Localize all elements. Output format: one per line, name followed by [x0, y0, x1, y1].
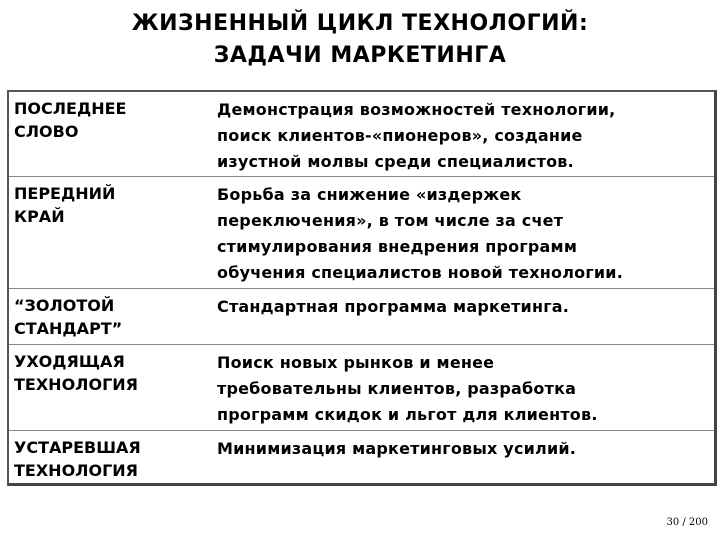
- stage-line: ТЕХНОЛОГИЯ: [14, 375, 138, 394]
- task-line: Демонстрация возможностей технологии,: [217, 100, 616, 119]
- stage-line: СТАНДАРТ”: [14, 319, 123, 338]
- task-line: Минимизация маркетинговых усилий.: [217, 439, 577, 458]
- stage-cell: [14, 294, 209, 340]
- task-line: изустной молвы среди специалистов.: [217, 152, 574, 171]
- lifecycle-table: [7, 90, 717, 486]
- task-cell: [217, 350, 710, 428]
- table-row: [9, 176, 714, 289]
- stage-line: ПОСЛЕДНЕЕ: [14, 99, 127, 118]
- table-row: [9, 92, 714, 176]
- table-row: [9, 430, 714, 484]
- task-line: требовательны клиентов, разработка: [217, 379, 577, 398]
- task-line: стимулирования внедрения программ: [217, 237, 578, 256]
- stage-line: КРАЙ: [14, 207, 65, 226]
- stage-cell: [14, 350, 209, 396]
- table-row: [9, 288, 714, 345]
- stage-line: УСТАРЕВШАЯ: [14, 438, 141, 457]
- task-line: Поиск новых рынков и менее: [217, 353, 495, 372]
- task-line: обучения специалистов новой технологии.: [217, 263, 623, 282]
- task-line: поиск клиентов-«пионеров», создание: [217, 126, 583, 145]
- task-cell: [217, 182, 710, 286]
- task-cell: [217, 97, 710, 175]
- task-line: Стандартная программа маркетинга.: [217, 297, 570, 316]
- stage-line: СЛОВО: [14, 122, 79, 141]
- stage-cell: [14, 182, 209, 228]
- stage-line: УХОДЯЩАЯ: [14, 352, 125, 371]
- title-line-1: ЖИЗНЕННЫЙ ЦИКЛ ТЕХНОЛОГИЙ:: [131, 11, 589, 36]
- task-cell: [217, 294, 710, 320]
- page-title: [0, 8, 720, 72]
- page-number: 30 / 200: [666, 517, 708, 528]
- title-line-2: ЗАДАЧИ МАРКЕТИНГА: [213, 43, 507, 68]
- table-row: [9, 344, 714, 431]
- task-line: Борьба за снижение «издержек: [217, 185, 522, 204]
- task-cell: [217, 436, 710, 462]
- task-line: переключения», в том числе за счет: [217, 211, 564, 230]
- stage-line: ПЕРЕДНИЙ: [14, 184, 116, 203]
- task-line: программ скидок и льгот для клиентов.: [217, 405, 598, 424]
- stage-cell: [14, 97, 209, 143]
- stage-cell: [14, 436, 209, 482]
- stage-line: ТЕХНОЛОГИЯ: [14, 461, 138, 480]
- stage-line: “ЗОЛОТОЙ: [14, 296, 115, 315]
